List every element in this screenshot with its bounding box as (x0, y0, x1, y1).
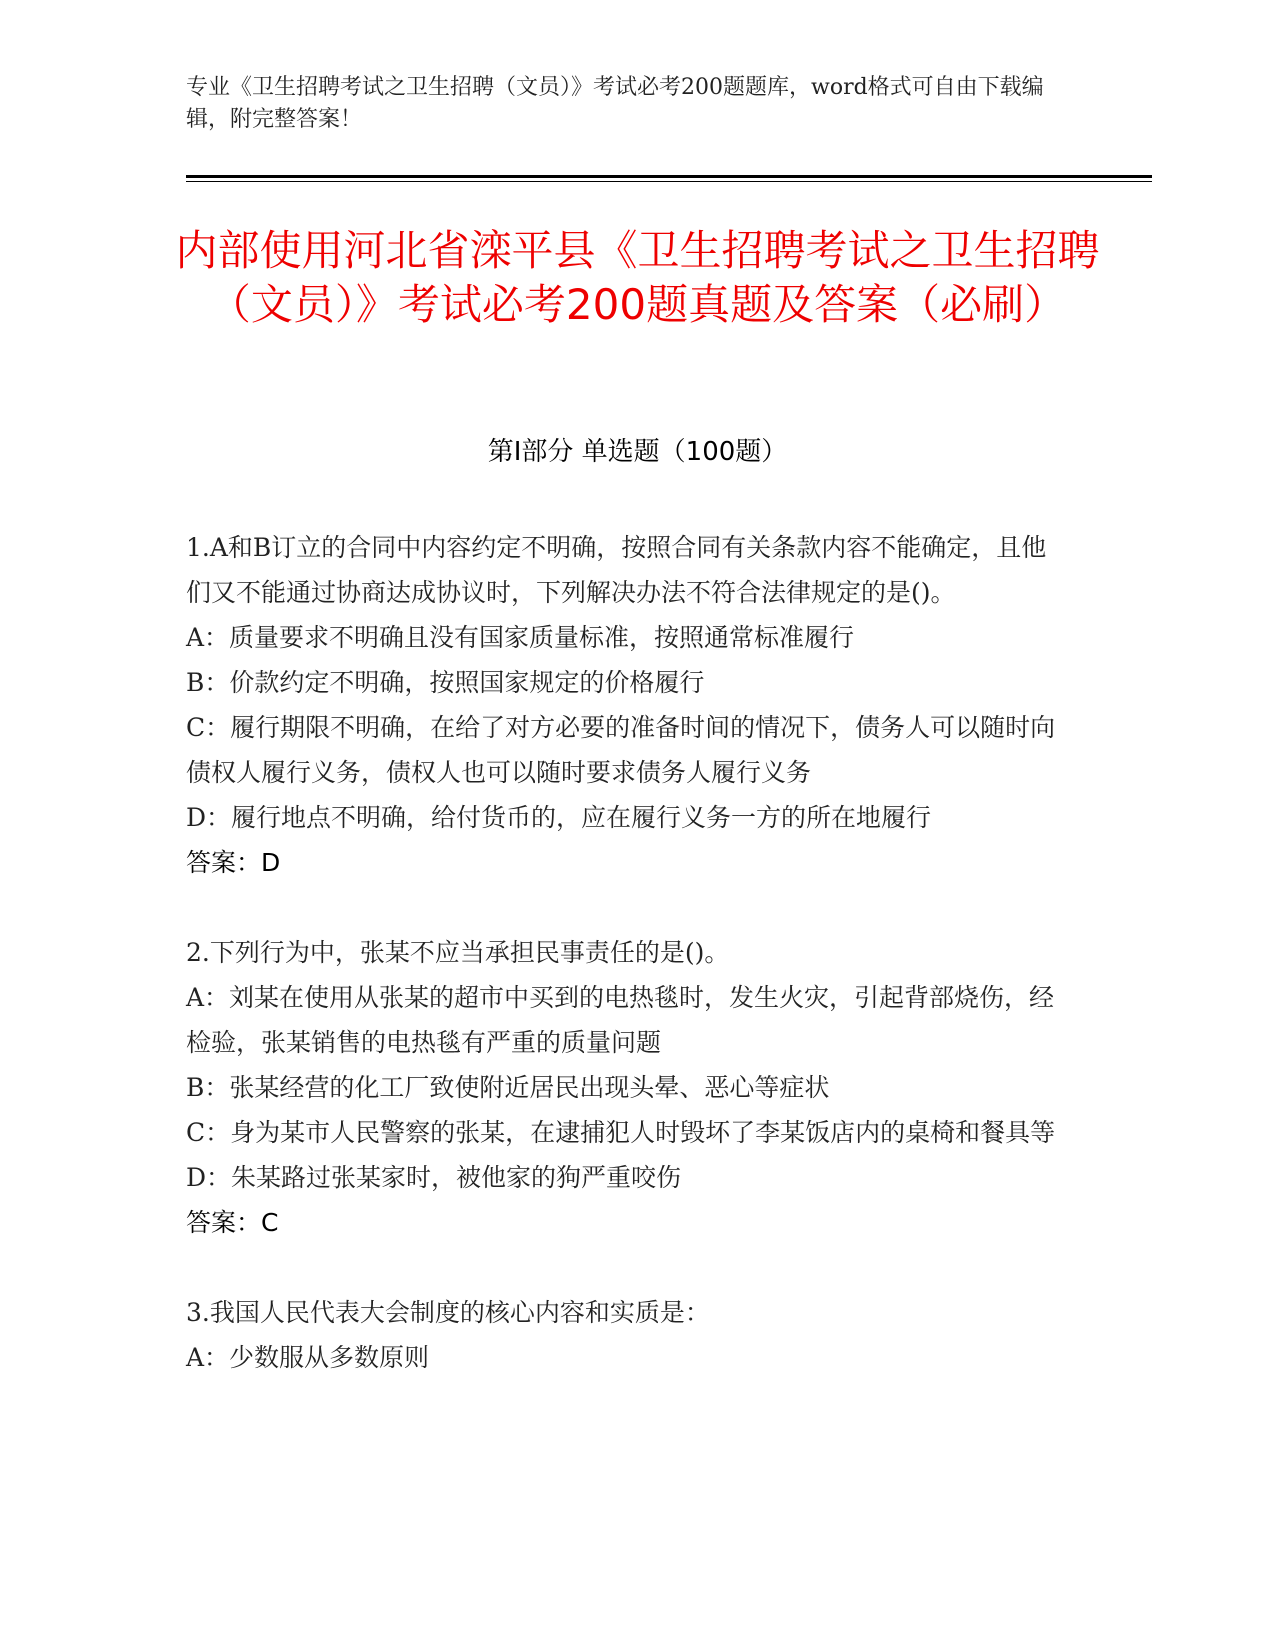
question-text: 2.下列行为中，张某不应当承担民事责任的是()。 (186, 938, 730, 967)
answer-option: C：身为某市人民警察的张某，在逮捕犯人时毁坏了李某饭店内的桌椅和餐具等 (186, 1118, 1056, 1147)
answer-option: A：少数服从多数原则 (186, 1343, 430, 1372)
answer-option: C：履行期限不明确，在给了对方必要的准备时间的情况下，债务人可以随时向债权人履行义务，债权人也可以随时要求债务人履行义务 (186, 713, 1056, 787)
header-divider-thick (186, 175, 1152, 178)
answer-option: A：刘某在使用从张某的超市中买到的电热毯时，发生火灾，引起背部烧伤，经检验，张某销售的电热毯有严重的质量问题 (186, 983, 1055, 1057)
document-title: 内部使用河北省滦平县《卫生招聘考试之卫生招聘（文员）》考试必考200题真题及答案（必刷） (175, 226, 1100, 329)
question-block (186, 930, 1066, 1245)
answer-option: A：质量要求不明确且没有国家质量标准，按照通常标准履行 (186, 623, 855, 652)
header-note: 专业《卫生招聘考试之卫生招聘（文员）》考试必考200题题库，word格式可自由下载编辑，附完整答案！ (186, 75, 1044, 132)
question-block (186, 525, 1066, 885)
answer-option: D：履行地点不明确，给付货币的，应在履行义务一方的所在地履行 (186, 803, 932, 832)
question-text: 3.我国人民代表大会制度的核心内容和实质是： (186, 1298, 710, 1327)
question-text: 1.A和B订立的合同中内容约定不明确，按照合同有关条款内容不能确定，且他们又不能通过协商达成协议时，下列解决办法不符合法律规定的是()。 (186, 533, 1047, 607)
answer-option: B：价款约定不明确，按照国家规定的价格履行 (186, 668, 705, 697)
question-list (186, 525, 1066, 1425)
section-heading: 第I部分 单选题（100题） (487, 437, 788, 467)
answer-key: 答案：D (186, 848, 281, 877)
answer-option: B：张某经营的化工厂致使附近居民出现头晕、恶心等症状 (186, 1073, 830, 1102)
answer-key: 答案：C (186, 1208, 279, 1237)
header-divider-thin (186, 181, 1152, 182)
question-block (186, 1290, 1066, 1380)
answer-option: D：朱某路过张某家时，被他家的狗严重咬伤 (186, 1163, 682, 1192)
